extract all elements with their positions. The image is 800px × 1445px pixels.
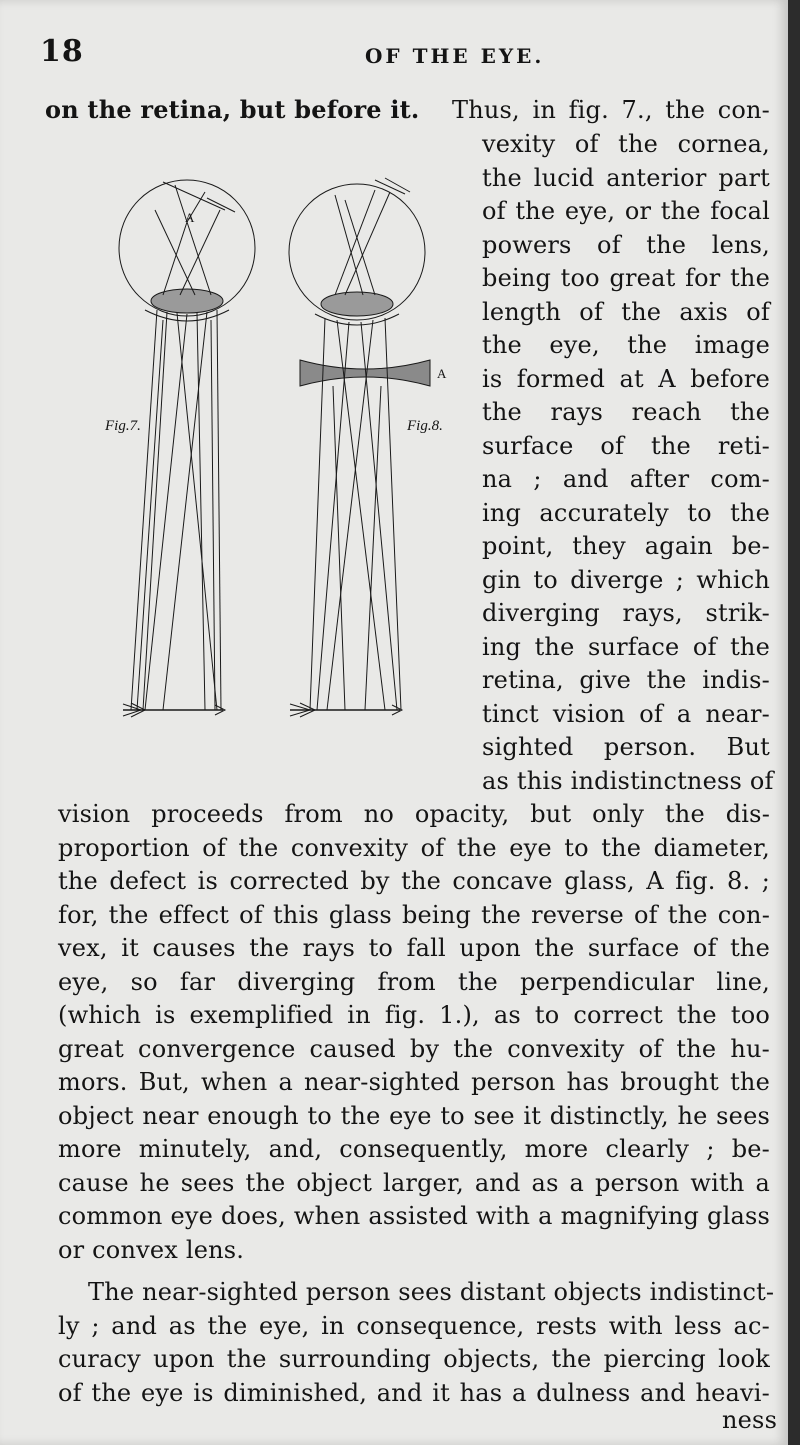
text-line: vision proceeds from no opacity, but only the dis- bbox=[58, 800, 770, 828]
text-line: as this indistinctness of bbox=[482, 767, 774, 795]
text-line: vex, it causes the rays to fall upon the surface of the bbox=[58, 934, 770, 962]
fig8-lens bbox=[321, 292, 393, 316]
text-line: mors. But, when a near-sighted person has brought the bbox=[58, 1068, 770, 1096]
page-edge bbox=[788, 0, 800, 1445]
text-line: ing accurately to the bbox=[482, 499, 770, 527]
text-line: gin to diverge ; which bbox=[482, 566, 770, 594]
fig8-point-label: A bbox=[437, 366, 447, 381]
fig8-label: Fig.8. bbox=[407, 418, 443, 434]
text-line: or convex lens. bbox=[58, 1236, 245, 1264]
text-line: sighted person. But bbox=[482, 733, 770, 761]
text-line: more minutely, and, consequently, more clearly ; be- bbox=[58, 1135, 770, 1163]
text-line: powers of the lens, bbox=[482, 231, 770, 259]
text-line: surface of the reti- bbox=[482, 432, 770, 460]
text-line: on the retina, but before it. bbox=[45, 95, 420, 124]
page-number: 18 bbox=[40, 34, 84, 69]
text-line: cause he sees the object larger, and as a person with a bbox=[58, 1169, 770, 1197]
eye-diagrams bbox=[45, 170, 465, 740]
text-line: ing the surface of the bbox=[482, 633, 770, 661]
figure-illustration bbox=[45, 170, 465, 740]
text-line: ly ; and as the eye, in consequence, rests with less ac- bbox=[58, 1312, 770, 1340]
text-line: great convergence caused by the convexity of the hu- bbox=[58, 1035, 770, 1063]
text-line: for, the effect of this glass being the reverse of the con- bbox=[58, 901, 770, 929]
text-line: curacy upon the surrounding objects, the piercing look bbox=[58, 1345, 770, 1373]
text-line: the eye, the image bbox=[482, 331, 770, 359]
text-line: point, they again be- bbox=[482, 532, 770, 560]
text-line: length of the axis of bbox=[482, 298, 770, 326]
page-header bbox=[40, 34, 770, 74]
text-line: diverging rays, strik- bbox=[482, 599, 770, 627]
text-line: the defect is corrected by the concave glass, A fig. 8. ; bbox=[58, 867, 770, 895]
fig7-label: Fig.7. bbox=[105, 418, 141, 434]
text-line: na ; and after com- bbox=[482, 465, 770, 493]
text-line: (which is exemplified in fig. 1.), as to correct the too bbox=[58, 1001, 770, 1029]
text-line: Thus, in fig. 7., the con- bbox=[452, 96, 770, 124]
fig7-point-label: A bbox=[185, 210, 195, 225]
text-line: The near-sighted person sees distant objects indistinct- bbox=[88, 1278, 775, 1306]
text-line: being too great for the bbox=[482, 264, 770, 292]
text-line: of the eye is diminished, and it has a dulness and heavi- bbox=[58, 1379, 770, 1407]
text-line: is formed at A before bbox=[482, 365, 770, 393]
text-line: retina, give the indis- bbox=[482, 666, 770, 694]
running-head: OF THE EYE. bbox=[365, 44, 545, 68]
text-line: ness bbox=[722, 1406, 778, 1434]
text-line: vexity of the cornea, bbox=[482, 130, 770, 158]
text-line: the lucid anterior part bbox=[482, 164, 770, 192]
text-line: object near enough to the eye to see it distinctly, he sees bbox=[58, 1102, 770, 1130]
text-line: proportion of the convexity of the eye to the diameter, bbox=[58, 834, 770, 862]
text-line: tinct vision of a near- bbox=[482, 700, 770, 728]
fig7-lens bbox=[151, 289, 223, 313]
text-line: common eye does, when assisted with a magnifying glass bbox=[58, 1202, 770, 1230]
text-line: of the eye, or the focal bbox=[482, 197, 770, 225]
text-line: the rays reach the bbox=[482, 398, 770, 426]
text-line: eye, so far diverging from the perpendicular line, bbox=[58, 968, 770, 996]
